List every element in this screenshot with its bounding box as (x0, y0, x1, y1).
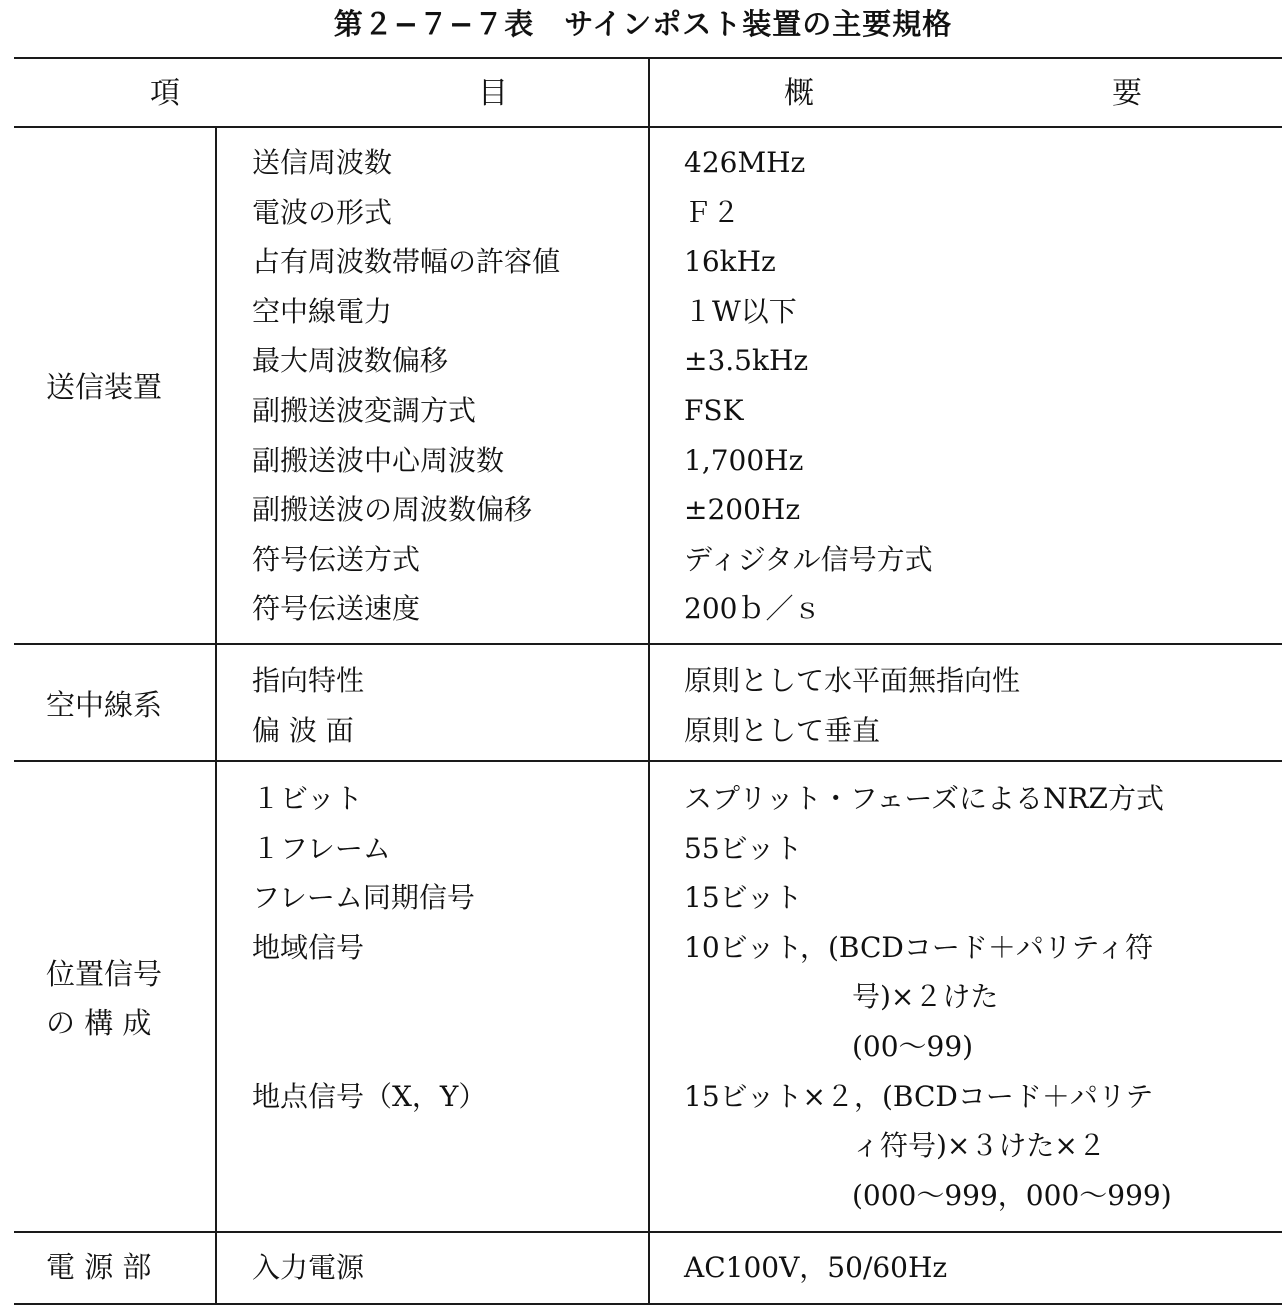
transmitter-values (684, 138, 1274, 634)
spec-value: 15ビット (684, 881, 803, 915)
antenna-items (252, 656, 642, 755)
spec-value: １W以下 (684, 294, 797, 328)
spec-item: 送信周波数 (252, 146, 393, 179)
spec-value: 10ビット，(BCDコード＋パリティ符 (684, 930, 1154, 964)
spec-value-continued: ィ符号)×３けた×２ (852, 1129, 1106, 1163)
spec-value: 16kHz (684, 245, 776, 279)
group-label-position-signal-2: の 構 成 (46, 1006, 152, 1040)
table-title: 第２−７−７表 サインポスト装置の主要規格 (333, 7, 953, 41)
group-label-position-signal-1: 位置信号 (46, 957, 163, 991)
antenna-values (684, 656, 1274, 755)
value-divider (648, 128, 650, 1303)
header-koumoku-a: 項 (150, 76, 180, 111)
spec-value: ±200Hz (684, 493, 801, 527)
spec-value: 15ビット×２，(BCDコード＋パリテ (684, 1079, 1154, 1113)
spec-value: AC100V，50/60Hz (684, 1251, 948, 1284)
spec-item: 地点信号（X，Y） (252, 1079, 487, 1113)
position-items (252, 774, 642, 1121)
spec-item: 副搬送波の周波数偏移 (252, 493, 533, 527)
group-label-transmitter: 送信装置 (46, 370, 163, 404)
spec-value: スプリット・フェーズによるNRZ方式 (684, 782, 1164, 815)
spec-value: ディジタル信号方式 (684, 542, 933, 576)
position-values (684, 774, 1274, 1220)
header-koumoku-b: 目 (478, 76, 508, 111)
spec-value: 原則として垂直 (684, 713, 881, 747)
group-divider (215, 128, 217, 1303)
spec-item: １フレーム (252, 831, 391, 865)
group-label-power: 電 源 部 (46, 1250, 152, 1284)
spec-value-range: (000〜999，000〜999) (852, 1178, 1172, 1212)
header-gaiyou-a: 概 (784, 76, 814, 111)
spec-item: フレーム同期信号 (252, 881, 475, 915)
spec-value-continued: 号)×２けた (852, 980, 999, 1014)
group-label-antenna: 空中線系 (46, 688, 163, 722)
spec-item: 占有周波数帯幅の許容値 (252, 245, 561, 279)
spec-item: 空中線電力 (252, 294, 393, 328)
spec-item: 符号伝送速度 (252, 592, 421, 626)
spec-value-range: (00〜99) (852, 1029, 974, 1063)
spec-value: 原則として水平面無指向性 (684, 664, 1021, 697)
spec-value: 426MHz (684, 146, 806, 179)
spec-item: 偏 波 面 (252, 713, 354, 747)
spec-item: 最大周波数偏移 (252, 344, 449, 378)
spec-item: 副搬送波中心周波数 (252, 443, 505, 477)
header-gaiyou-b: 要 (1112, 76, 1142, 111)
spec-value: Ｆ２ (684, 195, 741, 229)
power-items (252, 1243, 642, 1293)
spec-item: 指向特性 (252, 664, 365, 697)
spec-item: 電波の形式 (252, 195, 393, 229)
spec-item: 入力電源 (252, 1251, 365, 1284)
spec-value: 1,700Hz (684, 443, 804, 477)
spec-value: FSK (684, 393, 744, 427)
rule-bottom (14, 1303, 1282, 1305)
header-divider (648, 59, 650, 126)
spec-item: 副搬送波変調方式 (252, 393, 477, 427)
power-values (684, 1243, 1274, 1293)
spec-item: 地域信号 (252, 930, 365, 964)
spec-value: ±3.5kHz (684, 344, 809, 378)
spec-value: 200ｂ／ｓ (684, 592, 822, 626)
transmitter-items (252, 138, 642, 634)
spec-item: １ビット (252, 782, 363, 815)
spec-item: 符号伝送方式 (252, 542, 421, 576)
spec-value: 55ビット (684, 831, 803, 865)
